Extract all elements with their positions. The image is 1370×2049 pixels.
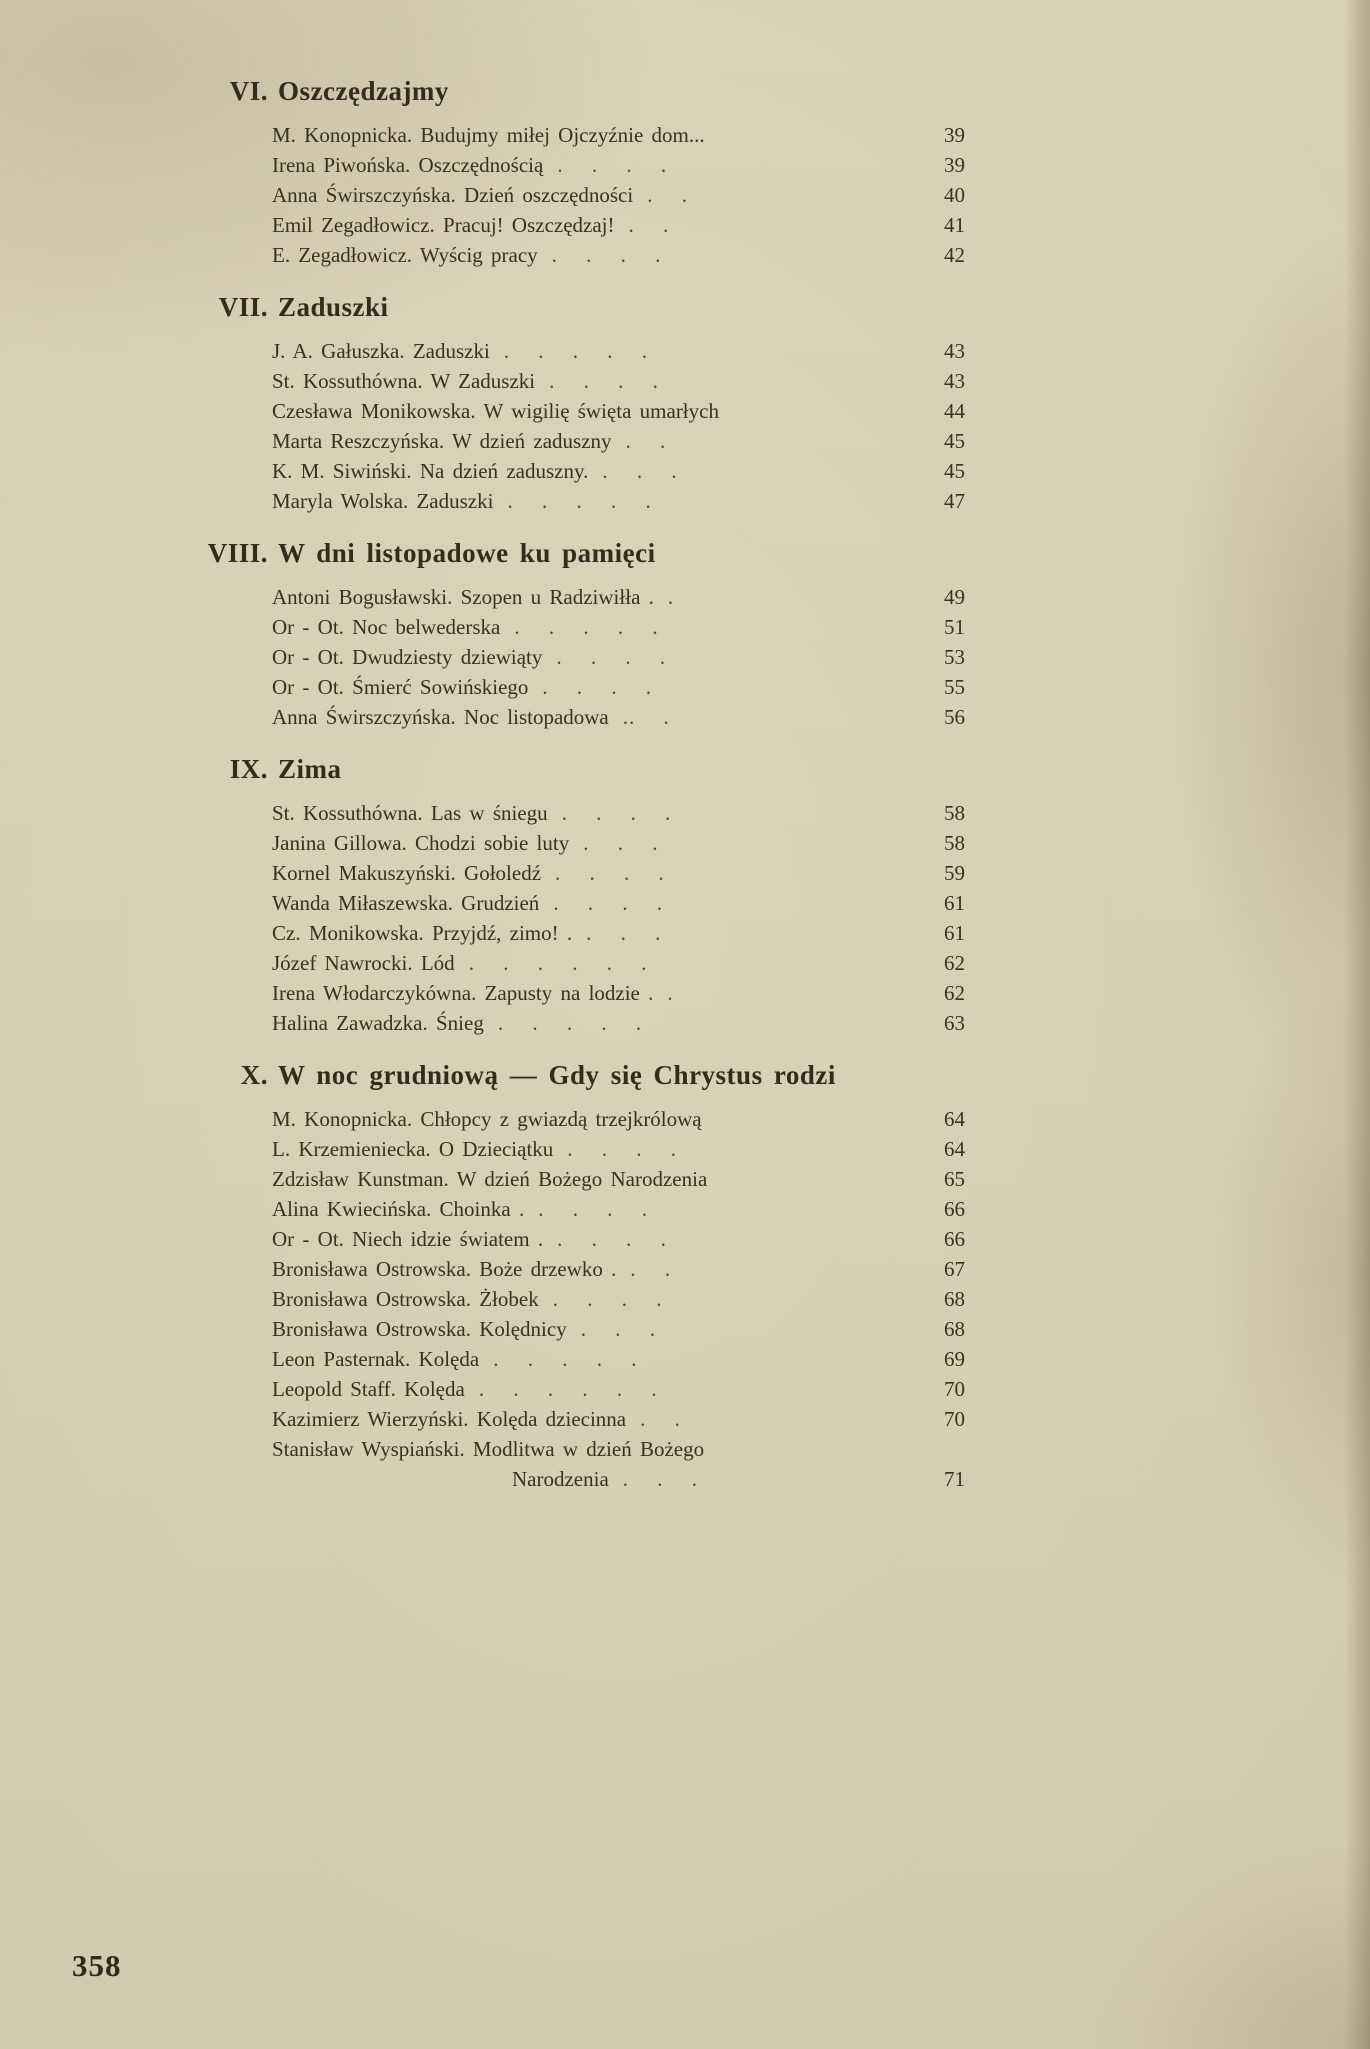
toc-entry [272, 1008, 965, 1038]
entry-page-number: 47 [944, 489, 965, 513]
toc-entry [272, 240, 965, 270]
entry-text: M. Konopnicka. Chłopcy z gwiazdą trzejkrólową [272, 1107, 702, 1131]
dot-leader: . [667, 585, 675, 609]
entry-text: Halina Zawadzka. Śnieg [272, 1011, 484, 1035]
entry-text: Cz. Monikowska. Przyjdź, zimo! . [272, 921, 573, 945]
dot-leader: . . . . [557, 1227, 667, 1251]
entry-page-number: 67 [944, 1257, 965, 1281]
section-heading [200, 74, 965, 108]
entry-text: M. Konopnicka. Budujmy miłej Ojczyźnie dom... [272, 123, 705, 147]
toc-entry [272, 1344, 965, 1374]
entry-text: Czesława Monikowska. W wigilię święta umarłych [272, 399, 719, 423]
toc-section [200, 74, 965, 270]
toc-section [200, 752, 965, 1038]
dot-leader: . . . . [542, 675, 653, 699]
section-heading [200, 752, 965, 786]
entry-text: Antoni Bogusławski. Szopen u Radziwiłła . [272, 585, 654, 609]
dot-leader: . [667, 981, 674, 1005]
toc-entry [272, 1404, 965, 1434]
entry-text: Irena Piwońska. Oszczędnością [272, 153, 544, 177]
toc-entry [272, 1374, 965, 1404]
entry-text: Kornel Makuszyński. Gołoledź [272, 861, 542, 885]
entry-text: Bronisława Ostrowska. Żłobek [272, 1287, 539, 1311]
entry-text: Maryla Wolska. Zaduszki [272, 489, 494, 513]
toc-entry [272, 1314, 965, 1344]
dot-leader: . . . . [538, 1197, 648, 1221]
section-title: Zima [278, 754, 342, 784]
toc-entry [272, 396, 965, 426]
entry-text: St. Kossuthówna. W Zaduszki [272, 369, 536, 393]
entry-text: Or - Ot. Niech idzie światem . [272, 1227, 544, 1251]
entry-page-number: 39 [944, 123, 965, 147]
entry-page-number: 59 [944, 861, 965, 885]
entry-page-number: 39 [944, 153, 965, 177]
entry-page-number: 71 [944, 1467, 965, 1491]
entry-page-number: 61 [944, 921, 965, 945]
entry-text: K. M. Siwiński. Na dzień zaduszny. [272, 459, 589, 483]
entry-text: Bronisława Ostrowska. Boże drzewko . [272, 1257, 617, 1281]
dot-leader: . . . [583, 831, 659, 855]
toc-entry [272, 1164, 965, 1194]
entry-page-number: 58 [944, 801, 965, 825]
dot-leader: . . [625, 429, 667, 453]
entry-page-number: 65 [944, 1167, 965, 1191]
section-entries [272, 798, 965, 1038]
entry-text: Emil Zegadłowicz. Pracuj! Oszczędzaj! [272, 213, 615, 237]
dot-leader: . . . [586, 921, 662, 945]
toc-entry [272, 486, 965, 516]
toc-section [200, 536, 965, 732]
entry-text: Leopold Staff. Kolęda [272, 1377, 465, 1401]
section-numeral: VIII. [207, 538, 268, 568]
page-number: 358 [72, 1948, 122, 1983]
toc-entry [272, 1254, 965, 1284]
page-edge-shadow [1344, 0, 1370, 2049]
section-numeral: VII. [218, 292, 268, 322]
entry-text: Józef Nawrocki. Lód [272, 951, 455, 975]
dot-leader: . . . . [551, 243, 662, 267]
toc-entry [272, 1434, 965, 1464]
entry-page-number: 62 [944, 951, 965, 975]
entry-page-number: 56 [944, 705, 965, 729]
dot-leader: . . . . . . [468, 951, 648, 975]
section-numeral: IX. [229, 754, 268, 784]
toc-entry [272, 888, 965, 918]
entry-text: Alina Kwiecińska. Choinka . [272, 1197, 525, 1221]
dot-leader: . . [640, 1407, 681, 1431]
dot-leader: . . . . [549, 369, 659, 393]
toc-entry-continuation [272, 1464, 965, 1494]
toc-entry [272, 948, 965, 978]
entry-text: Anna Świrszczyńska. Dzień oszczędności [272, 183, 634, 207]
toc-entry [272, 180, 965, 210]
entry-text: Irena Włodarczykówna. Zapusty na lodzie . [272, 981, 654, 1005]
toc-entry [272, 858, 965, 888]
entry-text: Marta Reszczyńska. W dzień zaduszny [272, 429, 612, 453]
toc-entry [272, 612, 965, 642]
dot-leader: . . [628, 213, 670, 237]
toc-entry [272, 582, 965, 612]
entry-page-number: 40 [944, 183, 965, 207]
entry-page-number: 43 [944, 339, 965, 363]
section-entries [272, 120, 965, 270]
dot-leader: . . . . [555, 861, 665, 885]
section-entries [272, 336, 965, 516]
toc-entry [272, 150, 965, 180]
entry-page-number: 45 [944, 459, 965, 483]
section-title: Zaduszki [278, 292, 389, 322]
toc-entry [272, 798, 965, 828]
entry-page-number: 66 [944, 1197, 965, 1221]
toc-entry [272, 918, 965, 948]
entry-page-number: 43 [944, 369, 965, 393]
dot-leader: . . . . [557, 153, 668, 177]
toc-section [200, 290, 965, 516]
toc-entry [272, 1224, 965, 1254]
entry-text: Kazimierz Wierzyński. Kolęda dziecinna [272, 1407, 627, 1431]
toc-section [200, 1058, 965, 1494]
entry-page-number: 63 [944, 1011, 965, 1035]
dot-leader: . . . . . [503, 339, 649, 363]
entry-page-number: 44 [944, 399, 965, 423]
dot-leader: . . . . [556, 645, 667, 669]
toc-entry [272, 336, 965, 366]
entry-text: Or - Ot. Noc belwederska [272, 615, 501, 639]
entry-text: St. Kossuthówna. Las w śniegu [272, 801, 548, 825]
section-heading [200, 1058, 965, 1092]
section-title: W noc grudniową — Gdy się Chrystus rodzi [278, 1060, 836, 1090]
entry-page-number: 55 [944, 675, 965, 699]
entry-text: Zdzisław Kunstman. W dzień Bożego Narodzenia [272, 1167, 708, 1191]
dot-leader: . . . . [553, 891, 664, 915]
toc-entry [272, 456, 965, 486]
entry-text: Or - Ot. Śmierć Sowińskiego [272, 675, 529, 699]
entry-text: Wanda Miłaszewska. Grudzień [272, 891, 540, 915]
entry-text: Leon Pasternak. Kolęda [272, 1347, 480, 1371]
entry-text: E. Zegadłowicz. Wyścig pracy [272, 243, 538, 267]
entry-page-number: 53 [944, 645, 965, 669]
entry-page-number: 58 [944, 831, 965, 855]
dot-leader: . . . . . [514, 615, 659, 639]
entry-text: Anna Świrszczyńska. Noc listopadowa [272, 705, 609, 729]
entry-page-number: 62 [944, 981, 965, 1005]
dot-leader: . . . . . [507, 489, 652, 513]
entry-text: Bronisława Ostrowska. Kolędnicy [272, 1317, 567, 1341]
dot-leader: .. . [622, 705, 670, 729]
entry-page-number: 68 [944, 1317, 965, 1341]
entry-page-number: 70 [944, 1407, 965, 1431]
entry-text: Stanisław Wyspiański. Modlitwa w dzień Bożego [272, 1437, 705, 1461]
toc-entry [272, 210, 965, 240]
entry-page-number: 64 [944, 1137, 965, 1161]
dot-leader: . . . . [561, 801, 672, 825]
entry-page-number: 66 [944, 1227, 965, 1251]
entry-text: Narodzenia [512, 1467, 609, 1491]
toc-entry [272, 1104, 965, 1134]
dot-leader: . . [647, 183, 688, 207]
entry-page-number: 49 [944, 585, 965, 609]
dot-leader: . . . . . [497, 1011, 643, 1035]
toc-entry [272, 828, 965, 858]
toc-entry [272, 120, 965, 150]
dot-leader: . . . . [552, 1287, 663, 1311]
entry-text: Or - Ot. Dwudziesty dziewiąty [272, 645, 543, 669]
section-title: W dni listopadowe ku pamięci [278, 538, 656, 568]
dot-leader: . . . [622, 1467, 699, 1491]
section-entries [272, 582, 965, 732]
toc-entry [272, 426, 965, 456]
dot-leader: . . . . . . [478, 1377, 658, 1401]
dot-leader: . . . . . [493, 1347, 638, 1371]
entry-page-number: 51 [944, 615, 965, 639]
entry-text: L. Krzemieniecka. O Dzieciątku [272, 1137, 554, 1161]
entry-text: Janina Gillowa. Chodzi sobie luty [272, 831, 570, 855]
toc-entry [272, 978, 965, 1008]
section-numeral: VI. [229, 76, 268, 106]
entry-page-number: 69 [944, 1347, 965, 1371]
entry-page-number: 68 [944, 1287, 965, 1311]
toc-entry [272, 672, 965, 702]
entry-page-number: 45 [944, 429, 965, 453]
entry-page-number: 42 [944, 243, 965, 267]
entry-page-number: 61 [944, 891, 965, 915]
table-of-contents [200, 74, 965, 1514]
entry-text: J. A. Gałuszka. Zaduszki [272, 339, 490, 363]
toc-entry [272, 1284, 965, 1314]
toc-entry [272, 1194, 965, 1224]
toc-entry [272, 642, 965, 672]
toc-entry [272, 702, 965, 732]
entry-page-number: 41 [944, 213, 965, 237]
section-entries [272, 1104, 965, 1494]
toc-entry [272, 366, 965, 396]
dot-leader: . . . [580, 1317, 656, 1341]
dot-leader: . . . [602, 459, 678, 483]
entry-page-number: 70 [944, 1377, 965, 1401]
section-heading [200, 536, 965, 570]
toc-entry [272, 1134, 965, 1164]
dot-leader: . . . . [567, 1137, 678, 1161]
section-title: Oszczędzajmy [278, 76, 449, 106]
dot-leader: . . [630, 1257, 672, 1281]
section-numeral: X. [240, 1060, 268, 1090]
section-heading [200, 290, 965, 324]
entry-page-number: 64 [944, 1107, 965, 1131]
